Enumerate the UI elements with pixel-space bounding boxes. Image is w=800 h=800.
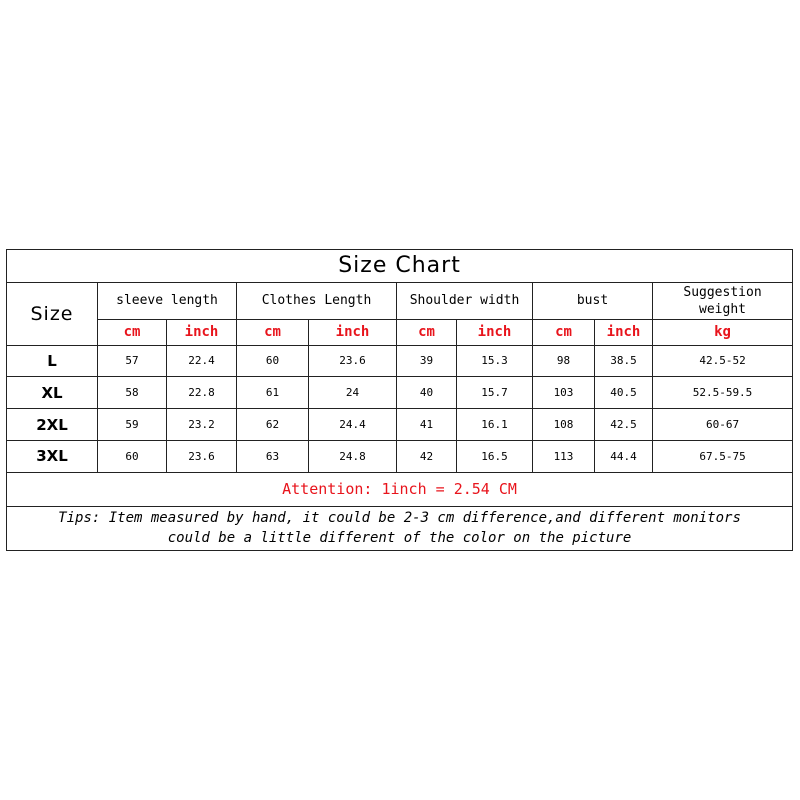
measurement-cell: 42.5-52	[653, 345, 793, 377]
measurement-cell: 42	[397, 441, 457, 473]
measurement-cell: 60	[237, 345, 309, 377]
unit-label-inch: inch	[309, 319, 397, 345]
measurement-cell: 22.4	[167, 345, 237, 377]
suggestion-weight-line1: Suggestion	[683, 284, 762, 300]
measurement-cell: 59	[98, 409, 167, 441]
unit-label-inch: inch	[457, 319, 533, 345]
table-row	[7, 441, 793, 473]
bust-header: bust	[533, 282, 653, 319]
measurement-cell: 57	[98, 345, 167, 377]
clothes-length-header: Clothes Length	[237, 282, 397, 319]
measurement-cell: 39	[397, 345, 457, 377]
measurement-cell: 24	[309, 377, 397, 409]
suggestion-weight-line2: weight	[699, 301, 746, 317]
tips-line-2: could be a little different of the color on the picture	[167, 530, 632, 547]
measurement-cell: 22.8	[167, 377, 237, 409]
measurement-cell: 23.2	[167, 409, 237, 441]
measurement-cell: 52.5-59.5	[653, 377, 793, 409]
shoulder-width-header: Shoulder width	[397, 282, 533, 319]
measurement-cell: 61	[237, 377, 309, 409]
size-label: 2XL	[7, 409, 98, 441]
table-row	[7, 377, 793, 409]
table-row	[7, 345, 793, 377]
measurement-cell: 60	[98, 441, 167, 473]
measurement-cell: 103	[533, 377, 595, 409]
size-label: L	[7, 345, 98, 377]
chart-title: Size Chart	[7, 250, 793, 283]
measurement-cell: 24.4	[309, 409, 397, 441]
measurement-cell: 60-67	[653, 409, 793, 441]
measurement-cell: 113	[533, 441, 595, 473]
measurement-cell: 40.5	[595, 377, 653, 409]
measurement-cell: 42.5	[595, 409, 653, 441]
measurement-cell: 15.7	[457, 377, 533, 409]
measurement-cell: 40	[397, 377, 457, 409]
table-row	[7, 409, 793, 441]
measurement-cell: 23.6	[309, 345, 397, 377]
size-rows	[7, 345, 793, 472]
size-chart-table	[6, 249, 793, 551]
measurement-cell: 44.4	[595, 441, 653, 473]
size-label: XL	[7, 377, 98, 409]
measurement-cell: 62	[237, 409, 309, 441]
size-column-header: Size	[7, 282, 98, 345]
measurement-cell: 23.6	[167, 441, 237, 473]
sleeve-length-header: sleeve length	[98, 282, 237, 319]
measurement-cell: 24.8	[309, 441, 397, 473]
measurement-cell: 108	[533, 409, 595, 441]
measurement-cell: 41	[397, 409, 457, 441]
tips-line-1: Tips: Item measured by hand, it could be 2-3 cm difference,and different monitors	[58, 510, 741, 527]
measurement-cell: 16.1	[457, 409, 533, 441]
unit-label-cm: cm	[397, 319, 457, 345]
measurement-cell: 38.5	[595, 345, 653, 377]
unit-row	[7, 319, 793, 345]
tips-note	[7, 506, 793, 550]
measurement-cell: 16.5	[457, 441, 533, 473]
measurement-cell: 98	[533, 345, 595, 377]
unit-label-cm: cm	[98, 319, 167, 345]
suggestion-weight-header	[653, 282, 793, 319]
unit-label-inch: inch	[595, 319, 653, 345]
size-label: 3XL	[7, 441, 98, 473]
unit-label-cm: cm	[533, 319, 595, 345]
measurement-cell: 15.3	[457, 345, 533, 377]
measurement-cell: 67.5-75	[653, 441, 793, 473]
attention-note: Attention: 1inch = 2.54 CM	[7, 472, 793, 506]
measurement-cell: 58	[98, 377, 167, 409]
unit-label-inch: inch	[167, 319, 237, 345]
measurement-cell: 63	[237, 441, 309, 473]
unit-label-cm: cm	[237, 319, 309, 345]
unit-label-kg: kg	[653, 319, 793, 345]
